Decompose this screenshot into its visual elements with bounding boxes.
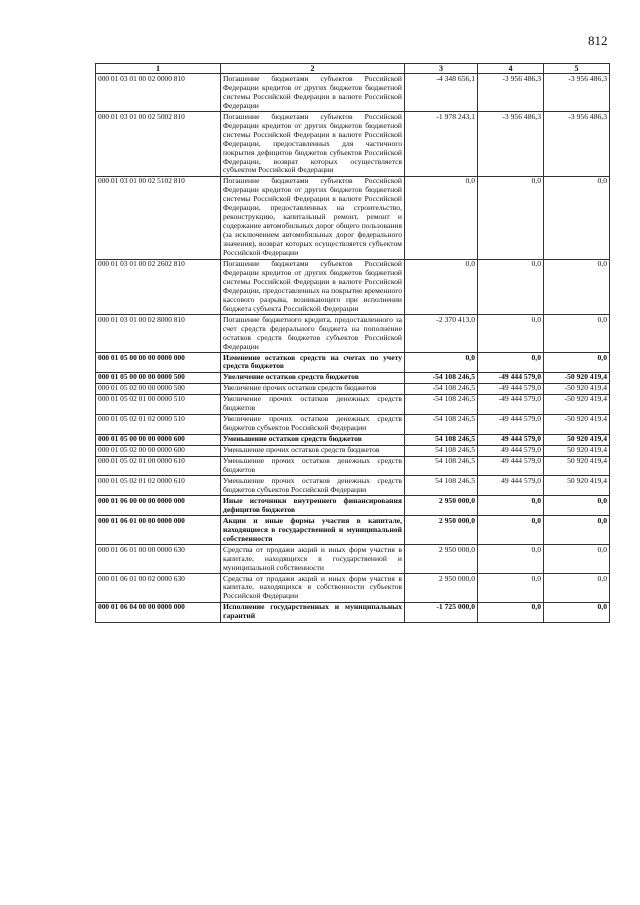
row-value-col4: -49 444 579,0 xyxy=(478,394,544,414)
row-value-col3: -1 978 243,1 xyxy=(405,112,478,177)
row-code: 000 01 05 02 01 00 0000 510 xyxy=(96,394,221,414)
row-value-col5: 0,0 xyxy=(544,545,610,574)
row-code: 000 01 05 02 00 00 0000 500 xyxy=(96,383,221,394)
row-value-col3: 2 950 000,0 xyxy=(405,496,478,516)
row-code: 000 01 06 04 00 00 0000 000 xyxy=(96,602,221,622)
table-body xyxy=(96,74,610,622)
row-value-col5: -50 920 419,4 xyxy=(544,372,610,383)
row-code: 000 01 05 02 01 02 0000 510 xyxy=(96,414,221,434)
row-value-col5: -3 956 486,3 xyxy=(544,74,610,112)
row-code: 000 01 03 01 00 02 5002 810 xyxy=(96,112,221,177)
row-description: Увеличение прочих остатков денежных средств бюджетов субъектов Российской Федерации xyxy=(221,414,405,434)
row-code: 000 01 06 01 00 00 0000 000 xyxy=(96,516,221,545)
row-value-col4: -49 444 579,0 xyxy=(478,414,544,434)
row-description: Погашение бюджетами субъектов Российской Федерации кредитов от других бюджетов бюджетной системы Российской Федерации в валюте Российской Федерации xyxy=(221,74,405,112)
row-description: Средства от продажи акций и иных форм участия в капитале, находящихся в собственности субъектов Российской Федерации xyxy=(221,574,405,603)
row-value-col5: -50 920 419,4 xyxy=(544,394,610,414)
row-code: 000 01 05 00 00 00 0000 000 xyxy=(96,353,221,373)
row-value-col3: -54 108 246,5 xyxy=(405,383,478,394)
row-value-col3: -2 370 413,0 xyxy=(405,315,478,353)
row-value-col4: 49 444 579,0 xyxy=(478,476,544,496)
table-row xyxy=(96,176,610,259)
row-description: Погашение бюджетами субъектов Российской Федерации кредитов от других бюджетов бюджетной системы Российской Федерации в валюте Российской Федерации, предоставленных на покрытие временного кассового разрыва, возникающего при исполнении бюджета субъекта Российской Федерации xyxy=(221,259,405,315)
table-row xyxy=(96,372,610,383)
table-header-row xyxy=(96,64,610,74)
table-row xyxy=(96,383,610,394)
row-value-col5: 0,0 xyxy=(544,315,610,353)
row-code: 000 01 03 01 00 02 5102 810 xyxy=(96,176,221,259)
row-value-col4: 49 444 579,0 xyxy=(478,434,544,445)
row-description: Уменьшение прочих остатков денежных средств бюджетов xyxy=(221,456,405,476)
row-description: Увеличение остатков средств бюджетов xyxy=(221,372,405,383)
row-description: Увеличение прочих остатков средств бюджетов xyxy=(221,383,405,394)
row-value-col3: 54 108 246,5 xyxy=(405,456,478,476)
row-value-col5: 50 920 419,4 xyxy=(544,445,610,456)
row-description: Уменьшение остатков средств бюджетов xyxy=(221,434,405,445)
row-value-col5: 50 920 419,4 xyxy=(544,476,610,496)
table-row xyxy=(96,74,610,112)
table-row xyxy=(96,516,610,545)
row-description: Средства от продажи акций и иных форм участия в капитале, находящихся в государственной и муниципальной собственности xyxy=(221,545,405,574)
row-code: 000 01 05 02 01 00 0000 610 xyxy=(96,456,221,476)
row-description: Погашение бюджетами субъектов Российской Федерации кредитов от других бюджетов бюджетной системы Российской Федерации в валюте Российской Федерации, предоставленных для частичного покрытия дефицитов бюджетов субъектов Российской Федерации, возврат которых осуществляется субъектом Российской Федерации xyxy=(221,112,405,177)
row-value-col3: 0,0 xyxy=(405,353,478,373)
page-number: 812 xyxy=(588,33,608,48)
header-col-4: 4 xyxy=(478,64,544,74)
table-row xyxy=(96,545,610,574)
row-value-col4: 0,0 xyxy=(478,574,544,603)
row-description: Акции и иные формы участия в капитале, находящиеся в государственной и муниципальной собственности xyxy=(221,516,405,545)
row-description: Увеличение прочих остатков денежных средств бюджетов xyxy=(221,394,405,414)
row-code: 000 01 03 01 00 02 2602 810 xyxy=(96,259,221,315)
row-code: 000 01 06 01 00 00 0000 630 xyxy=(96,545,221,574)
table-row xyxy=(96,456,610,476)
row-value-col4: 0,0 xyxy=(478,176,544,259)
row-code: 000 01 05 00 00 00 0000 500 xyxy=(96,372,221,383)
header-col-5: 5 xyxy=(544,64,610,74)
row-value-col4: 0,0 xyxy=(478,496,544,516)
header-col-2: 2 xyxy=(221,64,405,74)
table-row xyxy=(96,496,610,516)
table-row xyxy=(96,259,610,315)
row-value-col4: 0,0 xyxy=(478,516,544,545)
header-col-3: 3 xyxy=(405,64,478,74)
table-row xyxy=(96,602,610,622)
row-value-col3: -4 348 656,1 xyxy=(405,74,478,112)
row-value-col3: 54 108 246,5 xyxy=(405,476,478,496)
row-value-col5: 0,0 xyxy=(544,176,610,259)
row-value-col3: -54 108 246,5 xyxy=(405,372,478,383)
row-value-col4: -3 956 486,3 xyxy=(478,112,544,177)
row-value-col5: 50 920 419,4 xyxy=(544,456,610,476)
row-value-col3: -54 108 246,5 xyxy=(405,414,478,434)
table-row xyxy=(96,434,610,445)
row-description: Погашение бюджетного кредита, предоставленного за счет средств федерального бюджета на пополнение остатков средств бюджетов субъектов Российской Федерации xyxy=(221,315,405,353)
table-row xyxy=(96,445,610,456)
header-col-1: 1 xyxy=(96,64,221,74)
row-value-col3: 2 950 000,0 xyxy=(405,516,478,545)
row-code: 000 01 05 02 00 00 0000 600 xyxy=(96,445,221,456)
table-row xyxy=(96,315,610,353)
row-description: Уменьшение прочих остатков средств бюджетов xyxy=(221,445,405,456)
row-value-col5: 0,0 xyxy=(544,574,610,603)
budget-sources-table xyxy=(95,63,610,623)
row-value-col3: 2 950 000,0 xyxy=(405,574,478,603)
table-row xyxy=(96,414,610,434)
row-value-col3: -1 725 000,0 xyxy=(405,602,478,622)
row-value-col3: 0,0 xyxy=(405,176,478,259)
row-value-col3: 0,0 xyxy=(405,259,478,315)
row-value-col4: 0,0 xyxy=(478,545,544,574)
row-code: 000 01 05 02 01 02 0000 610 xyxy=(96,476,221,496)
row-value-col4: 49 444 579,0 xyxy=(478,445,544,456)
row-description: Изменение остатков средств на счетах по учету средств бюджетов xyxy=(221,353,405,373)
row-value-col5: 0,0 xyxy=(544,496,610,516)
row-value-col4: 0,0 xyxy=(478,602,544,622)
table-row xyxy=(96,574,610,603)
row-value-col4: 0,0 xyxy=(478,315,544,353)
table-row xyxy=(96,353,610,373)
row-description: Погашение бюджетами субъектов Российской Федерации кредитов от других бюджетов бюджетной системы Российской Федерации в валюте Российской Федерации, предоставленных на строительство, реконструкцию, капитальный ремонт, ремонт и содержание автомобильных дорог общего пользования (за исключением автомобильных дорог федерального значения), возврат которых осуществляется субъектом Российской Федерации xyxy=(221,176,405,259)
row-code: 000 01 05 00 00 00 0000 600 xyxy=(96,434,221,445)
row-value-col5: 0,0 xyxy=(544,353,610,373)
row-value-col4: -3 956 486,3 xyxy=(478,74,544,112)
row-value-col5: -50 920 419,4 xyxy=(544,414,610,434)
row-value-col5: -3 956 486,3 xyxy=(544,112,610,177)
row-value-col4: 49 444 579,0 xyxy=(478,456,544,476)
row-value-col5: -50 920 419,4 xyxy=(544,383,610,394)
row-description: Иные источники внутреннего финансирования дефицитов бюджетов xyxy=(221,496,405,516)
row-value-col3: 2 950 000,0 xyxy=(405,545,478,574)
row-value-col3: 54 108 246,5 xyxy=(405,434,478,445)
row-value-col3: 54 108 246,5 xyxy=(405,445,478,456)
row-value-col4: -49 444 579,0 xyxy=(478,383,544,394)
row-value-col5: 50 920 419,4 xyxy=(544,434,610,445)
row-value-col5: 0,0 xyxy=(544,516,610,545)
row-code: 000 01 03 01 00 02 8000 810 xyxy=(96,315,221,353)
row-value-col5: 0,0 xyxy=(544,259,610,315)
row-code: 000 01 06 01 00 02 0000 630 xyxy=(96,574,221,603)
row-code: 000 01 06 00 00 00 0000 000 xyxy=(96,496,221,516)
row-code: 000 01 03 01 00 02 0000 810 xyxy=(96,74,221,112)
row-description: Исполнение государственных и муниципальных гарантий xyxy=(221,602,405,622)
table-row xyxy=(96,112,610,177)
row-value-col4: 0,0 xyxy=(478,259,544,315)
row-value-col5: 0,0 xyxy=(544,602,610,622)
row-value-col4: -49 444 579,0 xyxy=(478,372,544,383)
row-description: Уменьшение прочих остатков денежных средств бюджетов субъектов Российской Федерации xyxy=(221,476,405,496)
table-row xyxy=(96,394,610,414)
table-row xyxy=(96,476,610,496)
row-value-col4: 0,0 xyxy=(478,353,544,373)
row-value-col3: -54 108 246,5 xyxy=(405,394,478,414)
